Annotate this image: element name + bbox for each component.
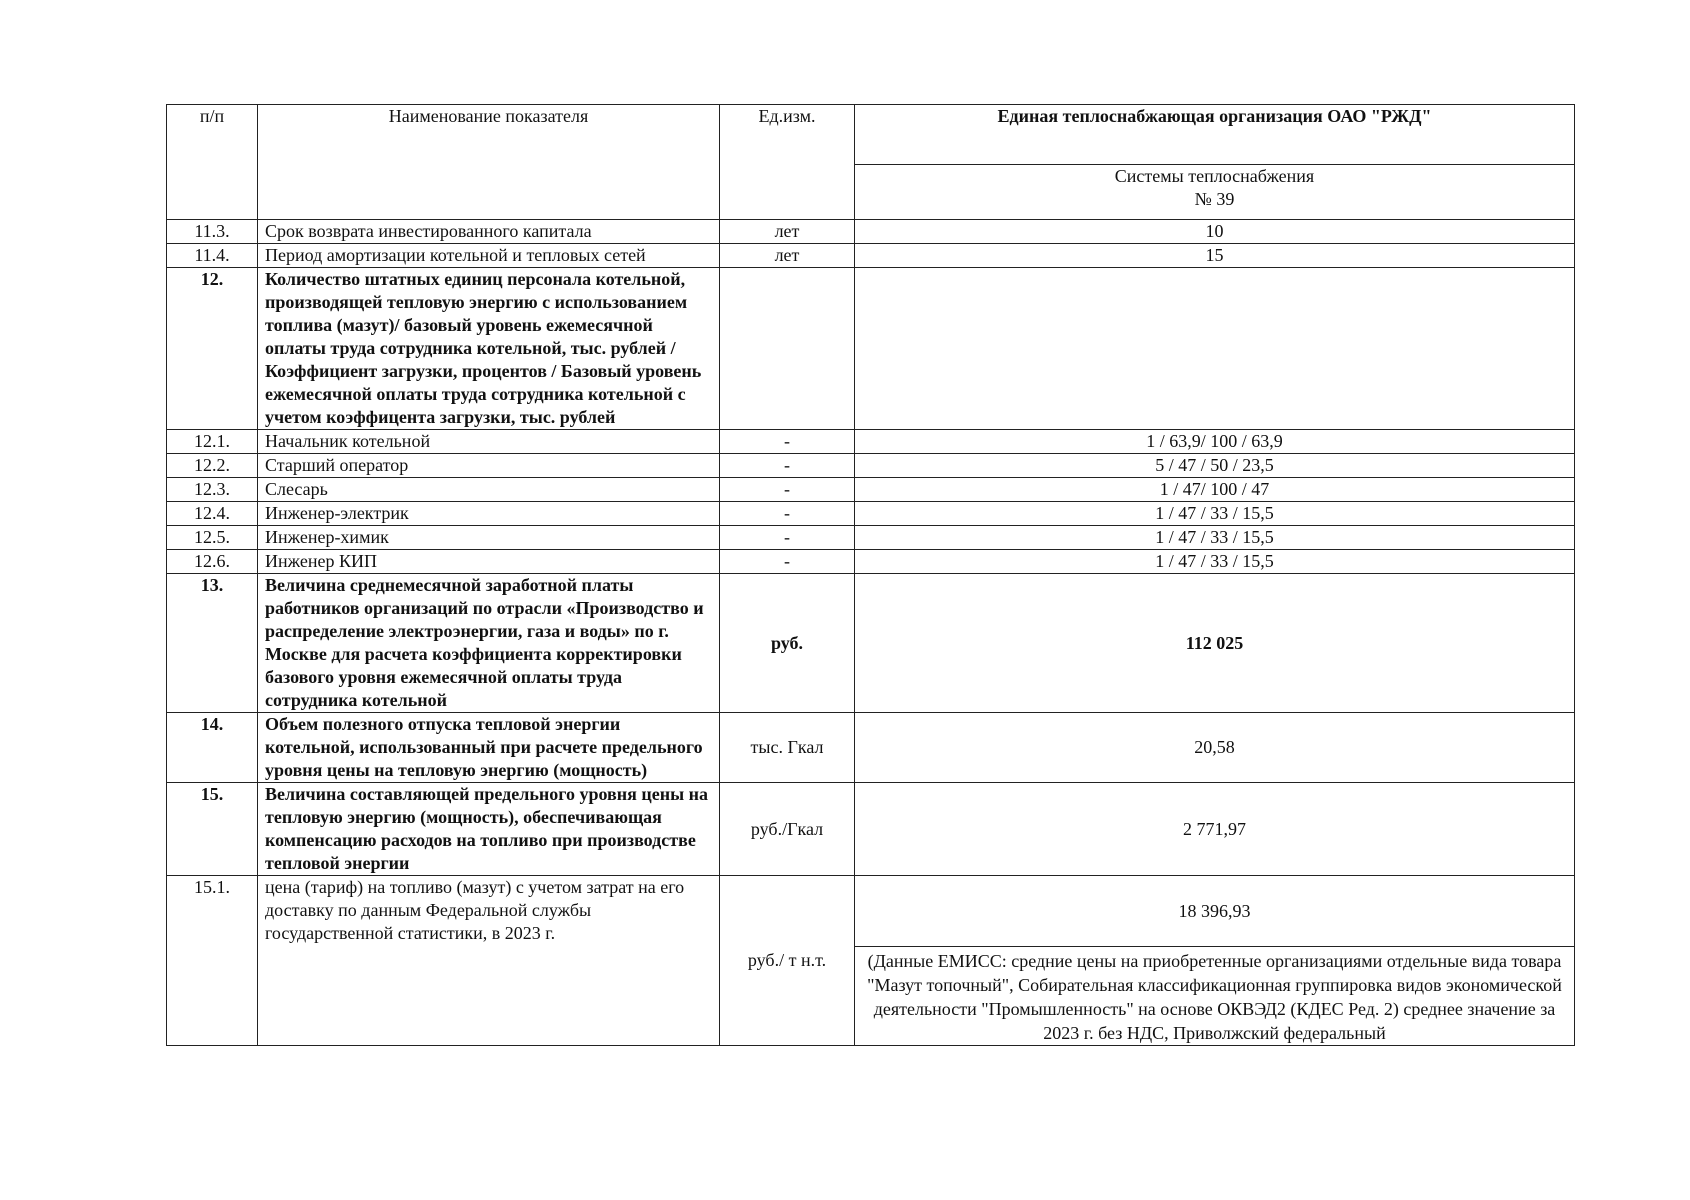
row-unit: - xyxy=(720,454,855,478)
row-value: 1 / 47 / 33 / 15,5 xyxy=(855,550,1575,574)
header-row xyxy=(167,105,1575,165)
row-name: Инженер-электрик xyxy=(258,502,720,526)
row-name: Срок возврата инвестированного капитала xyxy=(258,220,720,244)
row-name: Инженер-химик xyxy=(258,526,720,550)
row-unit: - xyxy=(720,526,855,550)
header-system-line1: Системы теплоснабжения xyxy=(1114,165,1315,186)
row-unit xyxy=(720,268,855,430)
row-name: Инженер КИП xyxy=(258,550,720,574)
row-value: 15 xyxy=(855,244,1575,268)
table-row xyxy=(167,783,1575,876)
row-value-with-note xyxy=(855,876,1575,1046)
row-number: 14. xyxy=(167,713,258,783)
row-name: Начальник котельной xyxy=(258,430,720,454)
table-row xyxy=(167,220,1575,244)
table-row xyxy=(167,550,1575,574)
row-name: цена (тариф) на топливо (мазут) с учетом затрат на его доставку по данным Федеральной службы государственной статистики, в 2023 г. xyxy=(258,876,720,1046)
table-row xyxy=(167,876,1575,1046)
row-value xyxy=(855,268,1575,430)
row-unit: - xyxy=(720,550,855,574)
table-row xyxy=(167,502,1575,526)
row-number: 11.4. xyxy=(167,244,258,268)
row-value: 1 / 47/ 100 / 47 xyxy=(855,478,1575,502)
row-number: 15.1. xyxy=(167,876,258,1046)
row-number: 11.3. xyxy=(167,220,258,244)
row-value: 2 771,97 xyxy=(855,783,1575,876)
row-number: 12.6. xyxy=(167,550,258,574)
row-name: Величина среднемесячной заработной платы работников организаций по отрасли «Производство и распределение электроэнергии, газа и воды» по г. Москве для расчета коэффициента корректировки базового уровня ежемесячной оплаты труда сотрудника котельной xyxy=(258,574,720,713)
table-row xyxy=(167,713,1575,783)
row-name: Период амортизации котельной и тепловых сетей xyxy=(258,244,720,268)
row-name: Количество штатных единиц персонала котельной, производящей тепловую энергию с использованием топлива (мазут)/ базовый уровень ежемесячной оплаты труда сотрудника котельной, тыс. рублей / Коэффициент загрузки, процентов / Базовый уровень ежемесячной оплаты труда сотрудника котельной с учетом коэффицента загрузки, тыс. рублей xyxy=(258,268,720,430)
row-unit: - xyxy=(720,430,855,454)
row-name: Слесарь xyxy=(258,478,720,502)
table-row xyxy=(167,454,1575,478)
row-unit: лет xyxy=(720,244,855,268)
table-row xyxy=(167,430,1575,454)
header-num: п/п xyxy=(167,105,258,220)
row-unit: руб. xyxy=(720,574,855,713)
source-note: (Данные ЕМИСС: средние цены на приобретенные организациями отдельные вида товара "Мазут топочный", Собирательная классификационная группировка видов экономической деятельности "Промышленность" на основе ОКВЭД2 (КДЕС Ред. 2) среднее значение за 2023 г. без НДС, Приволжский федеральный xyxy=(855,946,1574,1045)
header-system-line2: № 39 xyxy=(1194,188,1235,209)
row-value: 1 / 47 / 33 / 15,5 xyxy=(855,526,1575,550)
row-unit: тыс. Гкал xyxy=(720,713,855,783)
table-row xyxy=(167,268,1575,430)
row-number: 12.2. xyxy=(167,454,258,478)
row-name: Объем полезного отпуска тепловой энергии котельной, использованный при расчете предельного уровня цены на тепловую энергию (мощность) xyxy=(258,713,720,783)
row-value: 112 025 xyxy=(855,574,1575,713)
row-number: 12.1. xyxy=(167,430,258,454)
row-value: 1 / 63,9/ 100 / 63,9 xyxy=(855,430,1575,454)
table-row xyxy=(167,478,1575,502)
row-number: 12. xyxy=(167,268,258,430)
header-unit: Ед.изм. xyxy=(720,105,855,220)
row-unit: - xyxy=(720,502,855,526)
row-unit: руб./ т н.т. xyxy=(720,876,855,1046)
indicators-table xyxy=(166,104,1575,1046)
table-row xyxy=(167,574,1575,713)
row-value: 5 / 47 / 50 / 23,5 xyxy=(855,454,1575,478)
row-number: 12.3. xyxy=(167,478,258,502)
row-number: 12.5. xyxy=(167,526,258,550)
table-row xyxy=(167,244,1575,268)
row-name: Старший оператор xyxy=(258,454,720,478)
row-value: 20,58 xyxy=(855,713,1575,783)
row-value: 1 / 47 / 33 / 15,5 xyxy=(855,502,1575,526)
row-value: 10 xyxy=(855,220,1575,244)
header-org: Единая теплоснабжающая организация ОАО "РЖД" xyxy=(855,105,1575,165)
header-system xyxy=(855,164,1575,219)
row-value: 18 396,93 xyxy=(1178,900,1251,921)
row-name: Величина составляющей предельного уровня цены на тепловую энергию (мощность), обеспечивающая компенсацию расходов на топливо при производстве тепловой энергии xyxy=(258,783,720,876)
row-number: 15. xyxy=(167,783,258,876)
row-number: 13. xyxy=(167,574,258,713)
row-unit: руб./Гкал xyxy=(720,783,855,876)
row-unit: лет xyxy=(720,220,855,244)
table-row xyxy=(167,526,1575,550)
header-name: Наименование показателя xyxy=(258,105,720,220)
row-number: 12.4. xyxy=(167,502,258,526)
row-unit: - xyxy=(720,478,855,502)
